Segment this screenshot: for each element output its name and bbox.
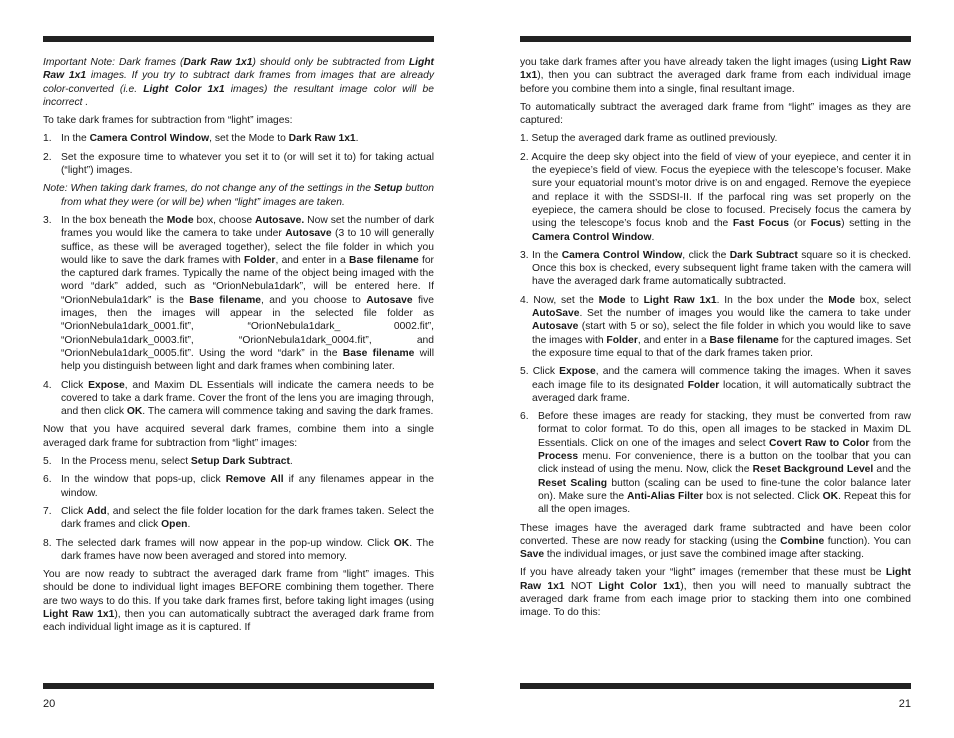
top-rule [520, 36, 911, 42]
right-page-content [520, 56, 911, 625]
step-7: 7. Click Add, and select the file folder location for the dark frames taken. Select the dark frames and click Open. [43, 505, 434, 531]
intro-text: To take dark frames for subtraction from “light” images: [43, 115, 293, 127]
step-5: 5. Click Expose, and the camera will commence taking the images. When it saves each image file to its designated Folder location, it will automatically subtract the averaged dark frame. [520, 366, 912, 404]
step-8: 8. The selected dark frames will now appear in the pop-up window. Click OK. The dark frames have now been averaged and stored into memory. [43, 537, 434, 562]
left-page-content [43, 56, 434, 640]
dark-frames-note: Note: When taking dark frames, do not change any of the settings in the Setup button from what they were (or will be) when “light” images are taken. [43, 183, 434, 208]
combine-intro: Now that you have acquired several dark frames, combine them into a single averaged dark frame for subtraction from “light” images: [43, 424, 434, 449]
manual-subtract-paragraph: If you have already taken your “light” images (remember that these must be Light Raw 1x1 NOT Light Color 1x1), then you will need to manually subtract the averaged dark frame from each image prior to stacking them into one combined image. To do this: [520, 567, 911, 619]
top-rule [43, 36, 434, 42]
important-note: Important Note: Dark frames (Dark Raw 1x1) should only be subtracted from Light Raw 1x1 images. If you try to subtract dark frames from images that are already color-converted (i.e. Light Color 1x1 images) the resultant image color will be incorrect . [43, 57, 434, 108]
continued-paragraph: you take dark frames after you have already taken the light images (using Light Raw 1x1), then you can subtract the averaged dark frame from each individual image before you combine them into a single, final resultant image. [520, 57, 911, 95]
subtract-paragraph: You are now ready to subtract the averaged dark frame from “light” images. This should be done to individual light images BEFORE combining them together. There are two ways to do this. If you take dark frames first, before taking light images (using Light Raw 1x1), then you can automatically subtract the averaged dark frame from each individual light image as it is captured. If [43, 569, 435, 634]
step-1: 1. In the Camera Control Window, set the Mode to Dark Raw 1x1. [43, 133, 359, 145]
step-1: 1. Setup the averaged dark frame as outlined previously. [520, 133, 778, 145]
step-5: 5. In the Process menu, select Setup Dark Subtract. [43, 456, 293, 468]
page-number: 20 [43, 698, 56, 710]
step-2: 2. Acquire the deep sky object into the field of view of your eyepiece, and center it in the eyepiece’s field of view. Focus the eyepiece with the telescope’s focuser. Make sure your equatorial mount’s motor drive is on and engaged. Remove the eyepiece and replace it with the SSDSI-II. If the parfocal ring was set properly on the eyepiece, the camera should be close to focused. Precisely focus the camera by using the telescope’s focus knob and the Fast Focus (or Focus) setting in the Camera Control Window. [520, 151, 912, 243]
stacking-paragraph: These images have the averaged dark frame subtracted and have been color converted. These are now ready for stacking (using the Combine function). You can Save the individual images, or just save the combined image after stacking. [520, 522, 911, 561]
bottom-rule [43, 683, 434, 689]
right-page [520, 0, 911, 738]
left-page [43, 0, 434, 738]
page-number: 21 [898, 698, 911, 710]
step-3: 3. In the Camera Control Window, click the Dark Subtract square so it is checked. Once this box is checked, every subsequent light frame taken with the camera will have the averaged dark frame automatically subtracted. [520, 249, 911, 288]
step-4: 4. Click Expose, and Maxim DL Essentials will indicate the camera needs to be covered to take a dark frame. Cover the front of the lens you are imaging through, and then click OK. The camera will commence taking and saving the dark frames. [43, 379, 435, 418]
step-2: 2. Set the exposure time to whatever you set it to (or will set it to) for taking actual (“light”) images. [43, 151, 434, 177]
step-6: 6. Before these images are ready for stacking, they must be converted from raw format to color format. To do this, open all images to be stacked in Maxim DL Essentials. Click on one of the images and select Covert Raw to Color from the Process menu. For convenience, there is a button on the toolbar that you can click instead of using the menu. Now, click the Reset Background Level and the Reset Scaling button (scaling can be used to fine-tune the color balance later on). Make sure the Anti-Alias Filter box is not selected. Click OK. Repeat this for all the open images. [520, 411, 911, 516]
auto-subtract-intro: To automatically subtract the averaged dark frame from “light” images as they are captured: [520, 101, 911, 127]
step-4: 4. Now, set the Mode to Light Raw 1x1. In the box under the Mode box, select AutoSave. Set the number of images you would like the camera to take under Autosave (start with 5 or so), select the file folder in which you would like to save the images with Folder, and enter in a Base filename for the captured images. Set the exposure time equal to that of the dark frames taken prior. [520, 294, 912, 359]
bottom-rule [520, 683, 911, 689]
step-3: 3. In the box beneath the Mode box, choose Autosave. Now set the number of dark frames you would like the camera to take under Autosave (3 to 10 will generally suffice, as these will be averaged together), select the file folder in which you would like to save the dark frames with Folder, and enter in a Base filename for the captured dark frames. Typically the name of the object being imaged with the word “dark” added, such as “OrionNebula1dark”, will be entered here. If “OrionNebula1dark” is the Base filename, and you choose to Autosave five images, then the images will appear in the selected file folder as “OrionNebula1dark_0001.fit”, “OrionNebula1dark_ 0002.fit”, “OrionNebula1dark_0003.fit”, “OrionNebula1dark_0004.fit”, and “OrionNebula1dark_0005.fit”. Using the word “dark” in the Base filename will help you distinguish between light and dark frames when combining later. [43, 214, 434, 373]
step-6: 6. In the window that pops-up, click Remove All if any filenames appear in the window. [43, 474, 434, 499]
